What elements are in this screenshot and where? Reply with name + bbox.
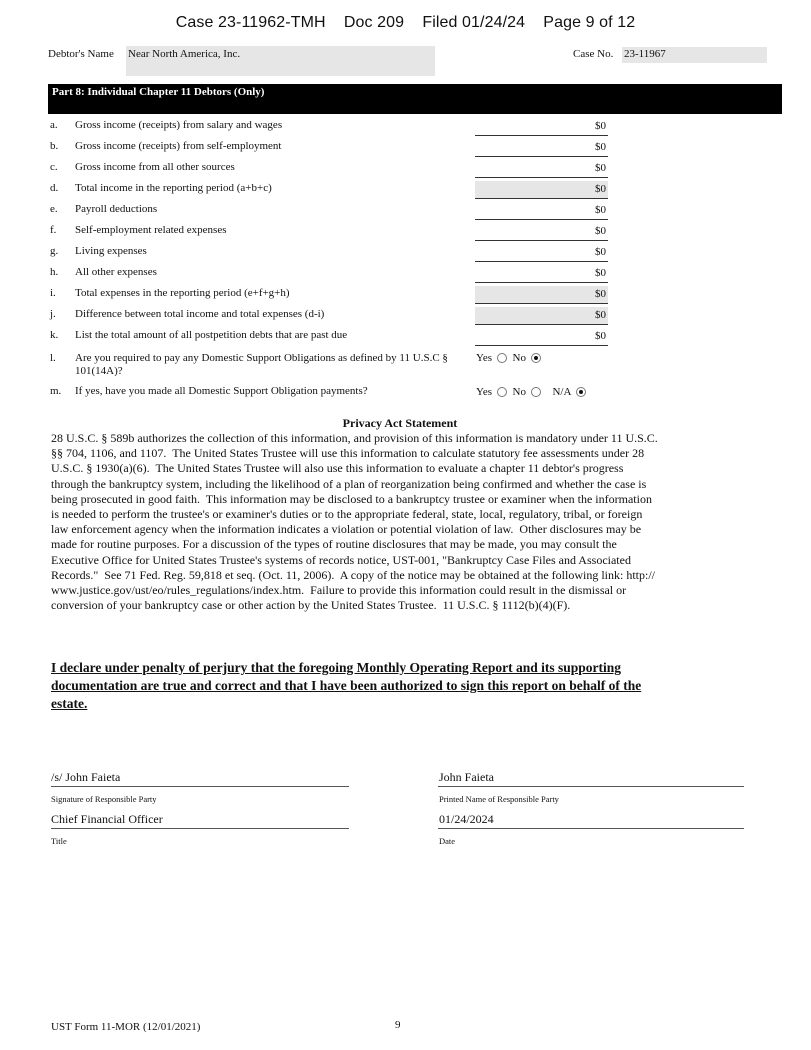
signature-caption: Signature of Responsible Party: [51, 794, 157, 804]
no-label: No: [512, 386, 526, 398]
yes-label: Yes: [476, 352, 493, 364]
date-caption: Date: [439, 836, 456, 846]
question-l-text: Are you required to pay any Domestic Support Obligations as defined by 11 U.S.C § 101(14A)?: [75, 352, 448, 377]
case-number-field[interactable]: [622, 47, 767, 63]
part-8-row: [48, 285, 613, 305]
form-id: UST Form 11-MOR (12/01/2021): [51, 1021, 201, 1033]
case-number-value: 23-11967: [624, 48, 666, 60]
na-radio[interactable]: [576, 387, 586, 397]
row-amount-field[interactable]: $0: [475, 202, 608, 220]
row-letter: f.: [50, 224, 57, 236]
row-amount-field[interactable]: $0: [475, 160, 608, 178]
row-label: Self-employment related expenses: [75, 224, 227, 236]
privacy-line: Executive Office for United States Trustee's systems of records notice, UST-001, "Bankruptcy Case Files and Associated: [51, 552, 631, 567]
part-8-row: [48, 306, 613, 326]
row-label: List the total amount of all postpetition debts that are past due: [75, 329, 348, 341]
signature-value[interactable]: /s/ John Faieta: [51, 770, 121, 784]
row-letter: i.: [50, 287, 56, 299]
privacy-line: Records." See 71 Fed. Reg. 59,818 et seq. (Oct. 11, 2006). A copy of the notice may be obtained at the following link: http://: [51, 567, 656, 582]
question-m-text: If yes, have you made all Domestic Support Obligation payments?: [75, 385, 368, 397]
privacy-line: made for routine purposes. For a discussion of the types of routine disclosures that may be made, you may consult the: [51, 537, 617, 552]
row-label: Living expenses: [75, 245, 147, 257]
question-letter: m.: [50, 385, 62, 397]
row-letter: b.: [50, 140, 59, 152]
row-letter: h.: [50, 266, 59, 278]
yes-label: Yes: [476, 386, 493, 398]
row-letter: g.: [50, 245, 59, 257]
row-amount-field[interactable]: $0: [475, 328, 608, 346]
yes-radio[interactable]: [497, 353, 507, 363]
row-amount-field: $0: [475, 286, 608, 304]
declaration-line: estate.: [51, 696, 88, 711]
question-l-options: [476, 352, 544, 364]
debtor-name-value: Near North America, Inc.: [128, 48, 241, 60]
page-number: 9: [395, 1019, 401, 1031]
no-radio[interactable]: [531, 353, 541, 363]
privacy-line: is needed to perform the trustee's or examiner's duties or to the appropriate federal, state, local, regulatory, tribal, or foreign: [51, 507, 643, 522]
part-8-row: [48, 264, 613, 284]
row-label: Payroll deductions: [75, 203, 158, 215]
row-letter: e.: [50, 203, 58, 215]
part-8-row: [48, 159, 613, 179]
row-letter: k.: [50, 329, 59, 341]
part-8-title: Part 8: Individual Chapter 11 Debtors (Only): [52, 86, 265, 98]
printed-name-line: [438, 786, 744, 787]
privacy-line: www.justice.gov/ust/eo/rules_regulations/index.htm. Failure to provide this information could result in the dismissal or: [51, 583, 627, 598]
printed-name-caption: Printed Name of Responsible Party: [439, 794, 559, 804]
no-label: No: [512, 352, 526, 364]
no-radio[interactable]: [531, 387, 541, 397]
row-label: Gross income from all other sources: [75, 161, 235, 173]
yes-radio[interactable]: [497, 387, 507, 397]
date-line: [438, 828, 744, 829]
question-letter: l.: [50, 352, 56, 364]
row-label: Difference between total income and total expenses (d-i): [75, 308, 325, 320]
debtor-name-field[interactable]: [126, 46, 435, 76]
title-value[interactable]: Chief Financial Officer: [51, 812, 163, 826]
row-letter: a.: [50, 119, 58, 131]
row-letter: c.: [50, 161, 58, 173]
part-8-row: [48, 117, 613, 137]
row-amount-field: $0: [475, 181, 608, 199]
privacy-line: conversion of your bankruptcy case or other action by the United States Trustee. 11 U.S.C. § 1112(b)(4)(F).: [51, 598, 571, 613]
signature-line: [51, 786, 349, 787]
privacy-line: law enforcement agency when the information indicates a violation or potential violation of law. Other disclosures may be: [51, 522, 642, 537]
part-8-row: [48, 138, 613, 158]
part-8-row: [48, 201, 613, 221]
declaration: [51, 659, 741, 713]
row-letter: j.: [50, 308, 56, 320]
row-amount-field[interactable]: $0: [475, 139, 608, 157]
row-amount-field[interactable]: $0: [475, 223, 608, 241]
privacy-statement: [51, 431, 751, 613]
row-amount-field[interactable]: $0: [475, 244, 608, 262]
title-line: [51, 828, 349, 829]
declaration-line: documentation are true and correct and that I have been authorized to sign this report on behalf of the: [51, 678, 642, 693]
row-label: Total expenses in the reporting period (e+f+g+h): [75, 287, 290, 299]
na-label: N/A: [552, 386, 571, 398]
part-8-row: [48, 243, 613, 263]
privacy-title: Privacy Act Statement: [342, 416, 458, 430]
row-label: All other expenses: [75, 266, 157, 278]
row-label: Gross income (receipts) from self-employment: [75, 140, 282, 152]
part-8-header: [48, 84, 782, 114]
part-8-row: [48, 327, 613, 347]
question-m-options: [476, 386, 589, 398]
declaration-line: I declare under penalty of perjury that the foregoing Monthly Operating Report and its supporting: [51, 660, 622, 675]
case-number-label: Case No.: [573, 48, 614, 60]
title-caption: Title: [51, 836, 67, 846]
row-label: Total income in the reporting period (a+b+c): [75, 182, 272, 194]
debtor-name-label: Debtor's Name: [48, 48, 114, 60]
row-letter: d.: [50, 182, 59, 194]
part-8-row: [48, 180, 613, 200]
row-amount-field[interactable]: $0: [475, 265, 608, 283]
part-8-row: [48, 222, 613, 242]
privacy-line: §§ 704, 1106, and 1107. The United States Trustee will use this information to calculate statutory fee assessments under 28: [51, 446, 645, 461]
row-amount-field: $0: [475, 307, 608, 325]
row-label: Gross income (receipts) from salary and wages: [75, 119, 283, 131]
privacy-line: U.S.C. § 1930(a)(6). The United States Trustee will also use this information to evaluate a chapter 11 debtor's progress: [51, 461, 624, 476]
privacy-line: 28 U.S.C. § 589b authorizes the collection of this information, and provision of this information is mandatory under 11 U.S.C.: [51, 431, 658, 445]
printed-name-value[interactable]: John Faieta: [439, 770, 494, 784]
row-amount-field[interactable]: $0: [475, 118, 608, 136]
date-value[interactable]: 01/24/2024: [439, 812, 494, 826]
privacy-line: being prosecuted in good faith. This information may be disclosed to a bankruptcy trustee or examiner when the information: [51, 491, 652, 506]
case-header: Case 23-11962-TMH Doc 209 Filed 01/24/24 Page 9 of 12: [175, 14, 636, 31]
privacy-line: through the bankruptcy system, including the likelihood of a plan of reorganization being confirmed and whether the case is: [51, 476, 647, 491]
